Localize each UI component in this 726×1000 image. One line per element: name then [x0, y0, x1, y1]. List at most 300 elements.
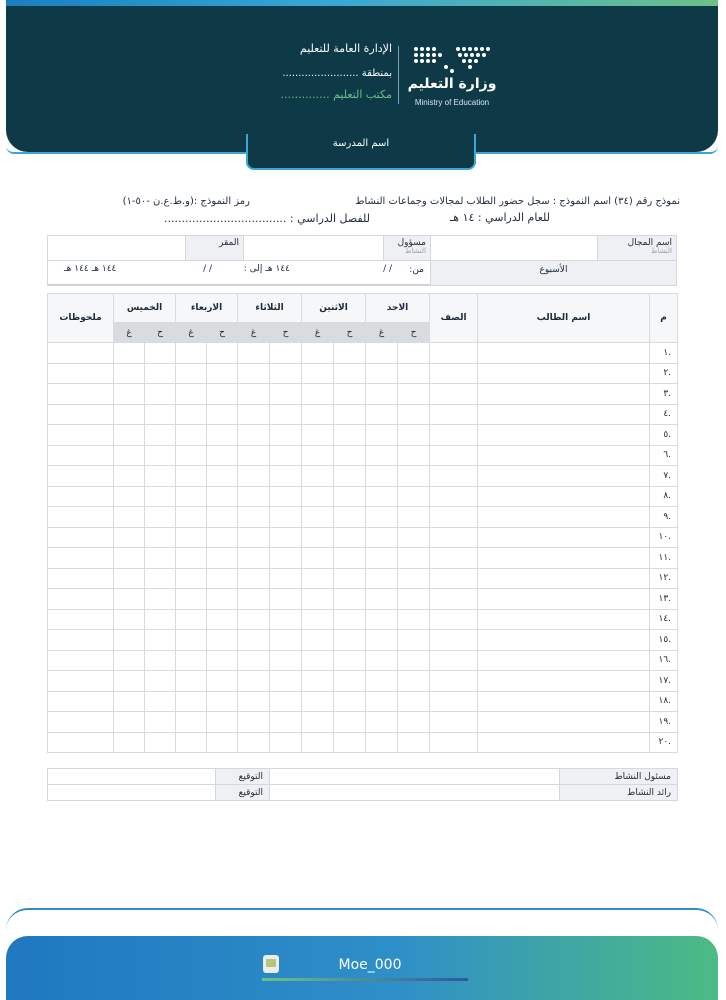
attendance-cell[interactable] — [238, 671, 270, 692]
attendance-cell[interactable] — [114, 527, 145, 548]
notes-cell[interactable] — [48, 425, 114, 446]
supervisor-label: مسؤول النشاط — [383, 235, 431, 261]
attendance-cell[interactable] — [270, 630, 302, 651]
attendance-cell[interactable] — [145, 486, 176, 507]
attendance-cell[interactable] — [366, 568, 398, 589]
attendance-cell[interactable] — [334, 527, 366, 548]
student-name-cell[interactable] — [478, 343, 650, 364]
attendance-cell[interactable] — [270, 712, 302, 733]
class-cell[interactable] — [430, 712, 478, 733]
attendance-cell[interactable] — [398, 589, 430, 610]
attendance-cell[interactable] — [238, 691, 270, 712]
attendance-cell[interactable] — [270, 425, 302, 446]
attendance-cell[interactable] — [366, 671, 398, 692]
attendance-cell[interactable] — [366, 466, 398, 487]
table-row — [48, 712, 678, 733]
attendance-cell[interactable] — [334, 343, 366, 364]
attendance-cell[interactable] — [145, 507, 176, 528]
attendance-cell[interactable] — [207, 609, 238, 630]
attendance-cell[interactable] — [334, 691, 366, 712]
attendance-cell[interactable] — [334, 732, 366, 753]
attendance-cell[interactable] — [366, 630, 398, 651]
attendance-cell[interactable] — [398, 548, 430, 569]
attendance-cell[interactable] — [145, 548, 176, 569]
attendance-cell[interactable] — [398, 650, 430, 671]
attendance-cell[interactable] — [302, 425, 334, 446]
attendance-cell[interactable] — [366, 425, 398, 446]
attendance-cell[interactable] — [145, 589, 176, 610]
attendance-cell[interactable] — [334, 548, 366, 569]
attendance-cell[interactable] — [114, 445, 145, 466]
attendance-cell[interactable] — [302, 445, 334, 466]
attendance-cell[interactable] — [302, 466, 334, 487]
attendance-cell[interactable] — [238, 363, 270, 384]
class-cell[interactable] — [430, 404, 478, 425]
field-name-input[interactable] — [430, 235, 598, 261]
attendance-cell[interactable] — [334, 671, 366, 692]
attendance-cell[interactable] — [114, 507, 145, 528]
attendance-cell[interactable] — [145, 568, 176, 589]
notes-cell[interactable] — [48, 609, 114, 630]
attendance-cell[interactable] — [207, 425, 238, 446]
attendance-cell[interactable] — [302, 732, 334, 753]
attendance-cell[interactable] — [366, 691, 398, 712]
attendance-cell[interactable] — [238, 609, 270, 630]
attendance-cell[interactable] — [207, 712, 238, 733]
leader-signature-field[interactable] — [48, 785, 216, 801]
attendance-cell[interactable] — [145, 609, 176, 630]
table-row — [48, 404, 678, 425]
present-mark-header: ح — [398, 323, 430, 343]
attendance-cell[interactable] — [366, 343, 398, 364]
attendance-cell[interactable] — [238, 630, 270, 651]
student-name-cell[interactable] — [478, 425, 650, 446]
attendance-cell[interactable] — [176, 712, 207, 733]
notes-cell[interactable] — [48, 691, 114, 712]
class-cell[interactable] — [430, 732, 478, 753]
attendance-cell[interactable] — [366, 732, 398, 753]
attendance-cell[interactable] — [398, 343, 430, 364]
attendance-cell[interactable] — [114, 548, 145, 569]
attendance-cell[interactable] — [302, 630, 334, 651]
notes-cell[interactable] — [48, 486, 114, 507]
attendance-cell[interactable] — [366, 589, 398, 610]
attendance-cell[interactable] — [145, 466, 176, 487]
attendance-cell[interactable] — [366, 486, 398, 507]
class-cell[interactable] — [430, 425, 478, 446]
attendance-cell[interactable] — [238, 404, 270, 425]
attendance-cell[interactable] — [334, 486, 366, 507]
attendance-cell[interactable] — [398, 691, 430, 712]
student-name-cell[interactable] — [478, 691, 650, 712]
attendance-cell[interactable] — [176, 691, 207, 712]
attendance-cell[interactable] — [176, 548, 207, 569]
attendance-cell[interactable] — [302, 404, 334, 425]
attendance-cell[interactable] — [366, 609, 398, 630]
attendance-cell[interactable] — [238, 466, 270, 487]
to-label: ١٤٤ هـ إلى : — [243, 264, 290, 274]
row-number: .١٢ — [650, 568, 678, 589]
activity-leader-name-field[interactable] — [270, 785, 560, 801]
attendance-cell[interactable] — [145, 527, 176, 548]
notes-cell[interactable] — [48, 343, 114, 364]
attendance-cell[interactable] — [302, 527, 334, 548]
attendance-cell[interactable] — [398, 630, 430, 651]
week-date-range[interactable] — [47, 260, 431, 286]
attendance-cell[interactable] — [366, 527, 398, 548]
attendance-cell[interactable] — [114, 343, 145, 364]
attendance-cell[interactable] — [114, 466, 145, 487]
attendance-cell[interactable] — [302, 568, 334, 589]
region-label: بمنطقة ........................ — [282, 68, 392, 79]
student-name-cell[interactable] — [478, 568, 650, 589]
attendance-cell[interactable] — [114, 609, 145, 630]
attendance-cell[interactable] — [176, 404, 207, 425]
attendance-cell[interactable] — [398, 732, 430, 753]
attendance-cell[interactable] — [207, 466, 238, 487]
row-number: .١٣ — [650, 589, 678, 610]
attendance-cell[interactable] — [302, 712, 334, 733]
attendance-cell[interactable] — [302, 343, 334, 364]
attendance-cell[interactable] — [398, 609, 430, 630]
attendance-cell[interactable] — [145, 384, 176, 405]
attendance-cell[interactable] — [207, 404, 238, 425]
attendance-cell[interactable] — [176, 384, 207, 405]
attendance-cell[interactable] — [176, 568, 207, 589]
attendance-cell[interactable] — [270, 568, 302, 589]
class-cell[interactable] — [430, 609, 478, 630]
attendance-cell[interactable] — [334, 609, 366, 630]
attendance-cell[interactable] — [145, 404, 176, 425]
attendance-cell[interactable] — [114, 671, 145, 692]
location-input[interactable] — [47, 235, 186, 261]
attendance-cell[interactable] — [398, 712, 430, 733]
attendance-cell[interactable] — [334, 363, 366, 384]
attendance-cell[interactable] — [207, 343, 238, 364]
attendance-cell[interactable] — [238, 548, 270, 569]
attendance-cell[interactable] — [366, 384, 398, 405]
attendance-cell[interactable] — [176, 466, 207, 487]
student-name-cell[interactable] — [478, 650, 650, 671]
attendance-cell[interactable] — [366, 548, 398, 569]
table-row — [48, 691, 678, 712]
class-cell[interactable] — [430, 589, 478, 610]
notes-cell[interactable] — [48, 404, 114, 425]
notes-cell[interactable] — [48, 589, 114, 610]
attendance-cell[interactable] — [176, 527, 207, 548]
attendance-cell[interactable] — [176, 650, 207, 671]
attendance-cell[interactable] — [270, 527, 302, 548]
attendance-cell[interactable] — [238, 589, 270, 610]
form-name: نموذج رقم (٣٤) اسم النموذج : سجل حضور الطلاب لمجالات وجماعات النشاط — [355, 196, 680, 207]
attendance-cell[interactable] — [270, 589, 302, 610]
attendance-cell[interactable] — [114, 568, 145, 589]
class-cell[interactable] — [430, 343, 478, 364]
education-office-label: مكتب التعليم .............. — [280, 88, 392, 101]
signature-table — [47, 768, 678, 801]
notes-cell[interactable] — [48, 630, 114, 651]
notes-cell[interactable] — [48, 732, 114, 753]
student-name-cell[interactable] — [478, 466, 650, 487]
attendance-cell[interactable] — [176, 671, 207, 692]
attendance-cell[interactable] — [270, 507, 302, 528]
attendance-cell[interactable] — [145, 363, 176, 384]
attendance-cell[interactable] — [334, 630, 366, 651]
attendance-cell[interactable] — [270, 671, 302, 692]
attendance-cell[interactable] — [398, 384, 430, 405]
class-cell[interactable] — [430, 650, 478, 671]
attendance-cell[interactable] — [145, 712, 176, 733]
row-number: .٦ — [650, 445, 678, 466]
absent-mark-header: غ — [302, 323, 334, 343]
attendance-cell[interactable] — [398, 363, 430, 384]
attendance-cell[interactable] — [302, 507, 334, 528]
info-grid — [47, 235, 677, 285]
attendance-cell[interactable] — [207, 363, 238, 384]
notes-cell[interactable] — [48, 445, 114, 466]
attendance-cell[interactable] — [302, 671, 334, 692]
attendance-cell[interactable] — [398, 445, 430, 466]
attendance-cell[interactable] — [334, 404, 366, 425]
attendance-cell[interactable] — [114, 363, 145, 384]
notes-cell[interactable] — [48, 671, 114, 692]
attendance-cell[interactable] — [302, 609, 334, 630]
row-number: .١٧ — [650, 671, 678, 692]
attendance-cell[interactable] — [176, 589, 207, 610]
attendance-cell[interactable] — [238, 712, 270, 733]
attendance-cell[interactable] — [270, 404, 302, 425]
attendance-cell[interactable] — [207, 568, 238, 589]
attendance-cell[interactable] — [238, 507, 270, 528]
attendance-cell[interactable] — [238, 650, 270, 671]
attendance-cell[interactable] — [207, 589, 238, 610]
attendance-cell[interactable] — [238, 527, 270, 548]
table-row — [48, 650, 678, 671]
attendance-cell[interactable] — [114, 630, 145, 651]
attendance-cell[interactable] — [176, 486, 207, 507]
notes-cell[interactable] — [48, 384, 114, 405]
attendance-cell[interactable] — [366, 404, 398, 425]
activity-supervisor-name-field[interactable] — [270, 769, 560, 785]
class-header: الصف — [430, 294, 478, 343]
attendance-cell[interactable] — [176, 609, 207, 630]
attendance-cell[interactable] — [207, 507, 238, 528]
attendance-cell[interactable] — [398, 568, 430, 589]
notes-cell[interactable] — [48, 568, 114, 589]
class-cell[interactable] — [430, 630, 478, 651]
student-name-cell[interactable] — [478, 589, 650, 610]
class-cell[interactable] — [430, 486, 478, 507]
attendance-cell[interactable] — [238, 445, 270, 466]
notes-cell[interactable] — [48, 507, 114, 528]
attendance-cell[interactable] — [302, 486, 334, 507]
attendance-cell[interactable] — [270, 466, 302, 487]
attendance-cell[interactable] — [270, 609, 302, 630]
student-name-cell[interactable] — [478, 671, 650, 692]
attendance-cell[interactable] — [238, 343, 270, 364]
row-number: .٣ — [650, 384, 678, 405]
student-name-cell[interactable] — [478, 445, 650, 466]
attendance-cell[interactable] — [334, 425, 366, 446]
attendance-cell[interactable] — [398, 466, 430, 487]
attendance-cell[interactable] — [238, 486, 270, 507]
class-cell[interactable] — [430, 466, 478, 487]
attendance-cell[interactable] — [176, 630, 207, 651]
attendance-cell[interactable] — [334, 712, 366, 733]
day-header-monday: الاثنين — [302, 294, 366, 323]
day-header-tuesday: الثلاثاء — [238, 294, 302, 323]
attendance-cell[interactable] — [145, 732, 176, 753]
attendance-cell[interactable] — [238, 384, 270, 405]
attendance-cell[interactable] — [270, 384, 302, 405]
attendance-cell[interactable] — [398, 486, 430, 507]
attendance-cell[interactable] — [302, 691, 334, 712]
attendance-cell[interactable] — [270, 445, 302, 466]
attendance-cell[interactable] — [114, 732, 145, 753]
notes-cell[interactable] — [48, 466, 114, 487]
attendance-cell[interactable] — [114, 589, 145, 610]
attendance-cell[interactable] — [398, 527, 430, 548]
class-cell[interactable] — [430, 507, 478, 528]
student-name-cell[interactable] — [478, 527, 650, 548]
attendance-cell[interactable] — [176, 343, 207, 364]
attendance-cell[interactable] — [176, 445, 207, 466]
class-cell[interactable] — [430, 548, 478, 569]
leader-signature-label: التوقيع — [216, 785, 270, 801]
class-cell[interactable] — [430, 527, 478, 548]
supervisor-input[interactable] — [243, 235, 384, 261]
supervisor-signature-field[interactable] — [48, 769, 216, 785]
attendance-cell[interactable] — [238, 568, 270, 589]
attendance-cell[interactable] — [334, 445, 366, 466]
attendance-cell[interactable] — [114, 486, 145, 507]
attendance-cell[interactable] — [334, 384, 366, 405]
attendance-cell[interactable] — [334, 466, 366, 487]
attendance-cell[interactable] — [398, 507, 430, 528]
attendance-cell[interactable] — [238, 425, 270, 446]
attendance-cell[interactable] — [366, 363, 398, 384]
attendance-cell[interactable] — [366, 712, 398, 733]
student-name-cell[interactable] — [478, 630, 650, 651]
student-name-cell[interactable] — [478, 548, 650, 569]
attendance-cell[interactable] — [176, 732, 207, 753]
attendance-cell[interactable] — [114, 404, 145, 425]
attendance-cell[interactable] — [398, 671, 430, 692]
class-cell[interactable] — [430, 363, 478, 384]
attendance-cell[interactable] — [207, 671, 238, 692]
attendance-cell[interactable] — [114, 384, 145, 405]
attendance-cell[interactable] — [145, 691, 176, 712]
student-name-cell[interactable] — [478, 384, 650, 405]
notes-cell[interactable] — [48, 363, 114, 384]
attendance-cell[interactable] — [145, 630, 176, 651]
attendance-cell[interactable] — [398, 425, 430, 446]
attendance-cell[interactable] — [176, 507, 207, 528]
class-cell[interactable] — [430, 384, 478, 405]
attendance-cell[interactable] — [207, 691, 238, 712]
row-number: .١٨ — [650, 691, 678, 712]
attendance-cell[interactable] — [302, 548, 334, 569]
attendance-cell[interactable] — [334, 589, 366, 610]
notes-cell[interactable] — [48, 712, 114, 733]
attendance-cell[interactable] — [207, 630, 238, 651]
attendance-cell[interactable] — [302, 384, 334, 405]
attendance-cell[interactable] — [114, 650, 145, 671]
class-cell[interactable] — [430, 691, 478, 712]
attendance-cell[interactable] — [114, 425, 145, 446]
attendance-cell[interactable] — [302, 650, 334, 671]
class-cell[interactable] — [430, 671, 478, 692]
attendance-cell[interactable] — [207, 650, 238, 671]
attendance-cell[interactable] — [366, 650, 398, 671]
student-name-cell[interactable] — [478, 507, 650, 528]
table-row — [48, 589, 678, 610]
student-name-cell[interactable] — [478, 712, 650, 733]
attendance-cell[interactable] — [334, 650, 366, 671]
attendance-cell[interactable] — [145, 650, 176, 671]
attendance-cell[interactable] — [270, 691, 302, 712]
table-row — [48, 671, 678, 692]
footer-rule — [262, 978, 468, 981]
table-row — [48, 548, 678, 569]
ministry-name-english: Ministry of Education — [414, 98, 490, 107]
attendance-cell[interactable] — [270, 343, 302, 364]
student-name-cell[interactable] — [478, 363, 650, 384]
attendance-cell[interactable] — [114, 691, 145, 712]
attendance-cell[interactable] — [366, 507, 398, 528]
row-number: .١٩ — [650, 712, 678, 733]
attendance-cell[interactable] — [334, 507, 366, 528]
attendance-cell[interactable] — [334, 568, 366, 589]
attendance-cell[interactable] — [302, 589, 334, 610]
notes-cell[interactable] — [48, 650, 114, 671]
attendance-cell[interactable] — [270, 732, 302, 753]
notes-cell[interactable] — [48, 548, 114, 569]
attendance-cell[interactable] — [145, 671, 176, 692]
attendance-cell[interactable] — [207, 527, 238, 548]
attendance-cell[interactable] — [270, 548, 302, 569]
attendance-cell[interactable] — [207, 732, 238, 753]
notes-cell[interactable] — [48, 527, 114, 548]
attendance-cell[interactable] — [207, 548, 238, 569]
attendance-cell[interactable] — [207, 486, 238, 507]
class-cell[interactable] — [430, 445, 478, 466]
attendance-cell[interactable] — [145, 445, 176, 466]
day-header-sunday: الاحد — [366, 294, 430, 323]
table-row — [48, 343, 678, 364]
attendance-cell[interactable] — [302, 363, 334, 384]
attendance-cell[interactable] — [145, 425, 176, 446]
student-name-cell[interactable] — [478, 486, 650, 507]
student-name-cell[interactable] — [478, 609, 650, 630]
attendance-cell[interactable] — [207, 384, 238, 405]
attendance-cell[interactable] — [270, 486, 302, 507]
attendance-cell[interactable] — [176, 363, 207, 384]
attendance-cell[interactable] — [145, 343, 176, 364]
attendance-cell[interactable] — [207, 445, 238, 466]
semester: للفصل الدراسي : ................................... — [164, 212, 370, 225]
attendance-cell[interactable] — [398, 404, 430, 425]
attendance-cell[interactable] — [238, 732, 270, 753]
attendance-cell[interactable] — [176, 425, 207, 446]
class-cell[interactable] — [430, 568, 478, 589]
student-name-cell[interactable] — [478, 404, 650, 425]
attendance-cell[interactable] — [114, 712, 145, 733]
attendance-cell[interactable] — [270, 363, 302, 384]
student-name-cell[interactable] — [478, 732, 650, 753]
attendance-cell[interactable] — [270, 650, 302, 671]
attendance-cell[interactable] — [366, 445, 398, 466]
